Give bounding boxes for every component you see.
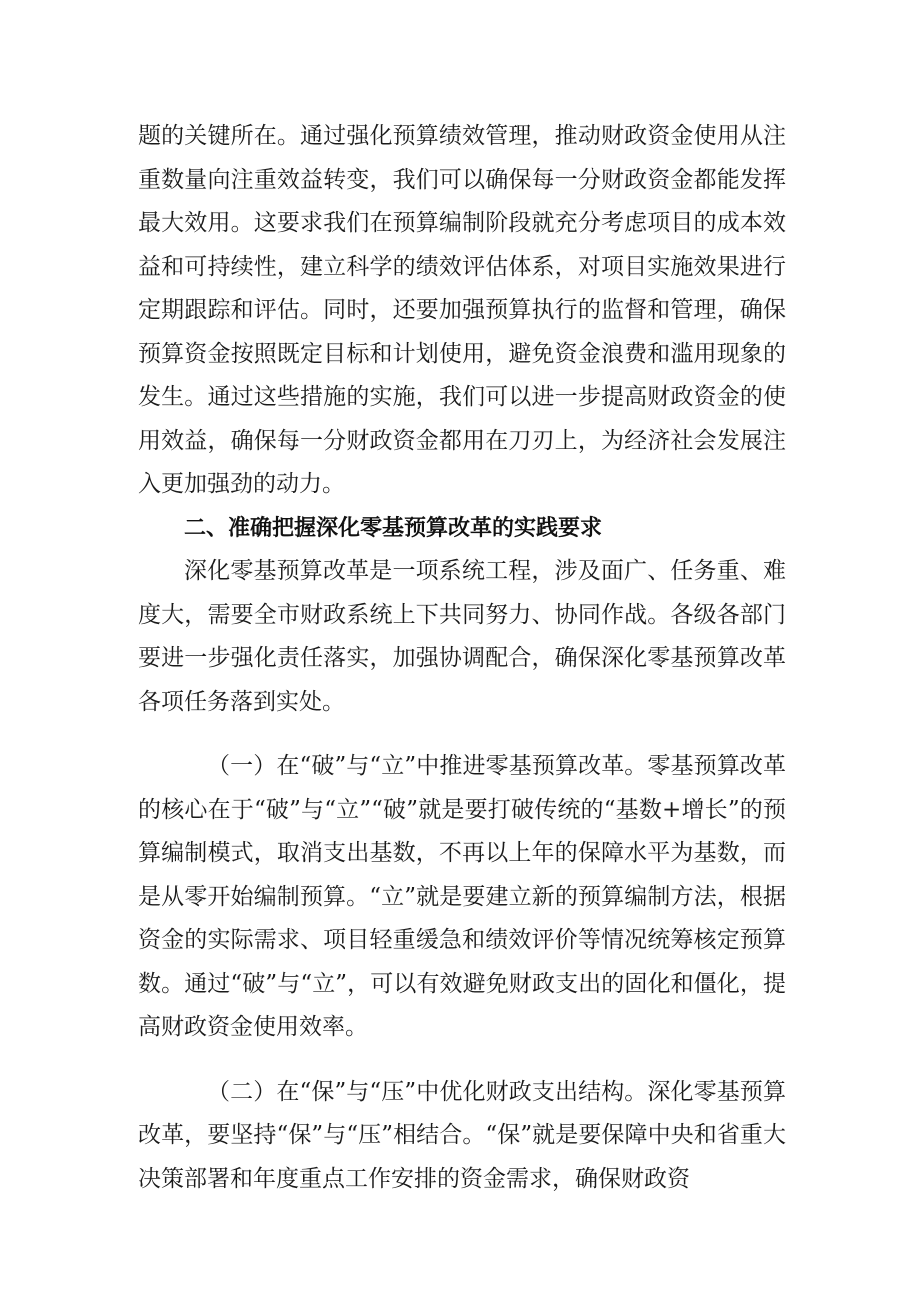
document-body [138,115,786,1201]
section-heading: 二、准确把握深化零基预算改革的实践要求 [184,515,603,541]
paragraph-intro: 深化零基预算改革是一项系统工程，涉及面广、任务重、难度大，需要全市财政系统上下共同努力、协同作战。各级各部门要进一步强化责任落实，加强协调配合，确保深化零基预算改革各项任务落到实处。 [138,558,786,715]
paragraph-gap [138,724,786,745]
paragraph-subsection-1: （一）在“破”与“立”中推进零基预算改革。零基预算改革的核心在于“破”与“立”“破”就是要打破传统的“基数+增长”的预算编制模式，取消支出基数，不再以上年的保障水平为基数，而是从零开始编制预算。“立”就是要建立新的预算编制方法，根据资金的实际需求、项目轻重缓急和绩效评价等情况统筹核定预算数。通过“破”与“立”，可以有效避免财政支出的固化和僵化，提高财政资金使用效率。 [138,753,786,1040]
paragraph-continuation: 题的关键所在。通过强化预算绩效管理，推动财政资金使用从注重数量向注重效益转变，我们可以确保每一分财政资金都能发挥最大效用。这要求我们在预算编制阶段就充分考虑项目的成本效益和可持续性，建立科学的绩效评估体系，对项目实施效果进行定期跟踪和评估。同时，还要加强预算执行的监督和管理，确保预算资金按照既定目标和计划使用，避免资金浪费和滥用现象的发生。通过这些措施的实施，我们可以进一步提高财政资金的使用效益，确保每一分财政资金都用在刀刃上，为经济社会发展注入更加强劲的动力。 [138,123,786,497]
paragraph-subsection-2: （二）在“保”与“压”中优化财政支出结构。深化零基预算改革，要坚持“保”与“压”相结合。“保”就是要保障中央和省重大决策部署和年度重点工作安排的资金需求，确保财政资 [138,1078,786,1192]
paragraph-gap [138,1050,786,1071]
